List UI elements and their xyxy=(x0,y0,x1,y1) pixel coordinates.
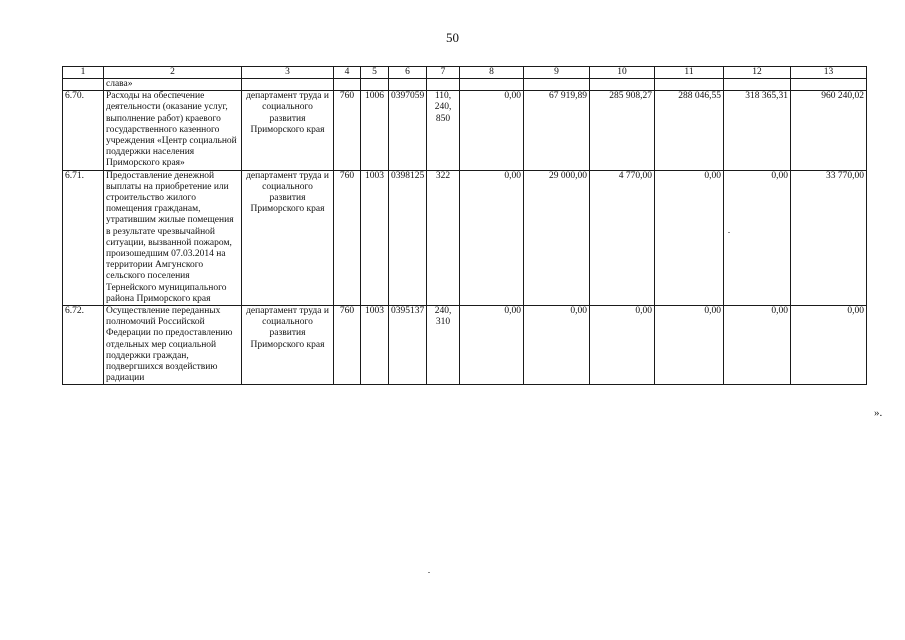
row-value: 0,00 xyxy=(524,306,590,385)
row-ministry-code: 760 xyxy=(334,170,361,305)
row-name: Расходы на обеспечение деятельности (оказание услуг, выполнение работ) краевого государственного казенного учреждения «Центр социальной поддержки населения Приморского края» xyxy=(104,91,242,170)
column-header: 7 xyxy=(427,67,460,79)
row-ministry-code: 760 xyxy=(334,306,361,385)
row-value: 67 919,89 xyxy=(524,91,590,170)
row-target-code: 0395137 xyxy=(389,306,427,385)
continuation-row xyxy=(63,79,867,91)
column-header: 9 xyxy=(524,67,590,79)
table-row xyxy=(63,306,867,385)
row-value: 318 365,31 xyxy=(724,91,791,170)
row-value: 0,00 xyxy=(655,306,724,385)
column-header: 10 xyxy=(590,67,655,79)
row-name: Предоставление денежной выплаты на приобретение или строительство жилого помещения гражданам, утратившим жилые помещения в результате чрезвычайной ситуации, вызванной пожаром, произошедшим 07.03.2014 на территории Амгунского сельского поселения Тернейского муниципального района Приморского края xyxy=(104,170,242,305)
row-expense-type: 110, 240, 850 xyxy=(427,91,460,170)
scan-speck xyxy=(428,572,430,573)
column-header: 8 xyxy=(460,67,524,79)
table-header-row xyxy=(63,67,867,79)
row-target-code: 0398125 xyxy=(389,170,427,305)
row-section-code: 1006 xyxy=(361,91,389,170)
row-section-code: 1003 xyxy=(361,170,389,305)
row-total: 0,00 xyxy=(791,306,867,385)
row-target-code: 0397059 xyxy=(389,91,427,170)
row-value: 4 770,00 xyxy=(590,170,655,305)
row-expense-type: 322 xyxy=(427,170,460,305)
row-value: 285 908,27 xyxy=(590,91,655,170)
row-value: 0,00 xyxy=(724,306,791,385)
budget-table xyxy=(62,66,867,385)
table-row xyxy=(63,91,867,170)
row-number: 6.70. xyxy=(63,91,104,170)
column-header: 3 xyxy=(242,67,334,79)
row-department: департамент труда и социального развития Приморского края xyxy=(242,170,334,305)
row-value: 0,00 xyxy=(460,91,524,170)
row-value: 0,00 xyxy=(460,306,524,385)
row-name: Осуществление переданных полномочий Российской Федерации по предоставлению отдельных мер социальной поддержки граждан, подвергшихся воздействию радиации xyxy=(104,306,242,385)
row-value: 288 046,55 xyxy=(655,91,724,170)
row-number: 6.72. xyxy=(63,306,104,385)
column-header: 1 xyxy=(63,67,104,79)
row-number: 6.71. xyxy=(63,170,104,305)
column-header: 2 xyxy=(104,67,242,79)
row-value: 0,00 xyxy=(655,170,724,305)
row-department: департамент труда и социального развития Приморского края xyxy=(242,91,334,170)
row-value: 0,00 xyxy=(724,170,791,305)
column-header: 6 xyxy=(389,67,427,79)
table-row xyxy=(63,170,867,305)
column-header: 11 xyxy=(655,67,724,79)
row-expense-type: 240, 310 xyxy=(427,306,460,385)
row-value: 29 000,00 xyxy=(524,170,590,305)
row-section-code: 1003 xyxy=(361,306,389,385)
row-total: 33 770,00 xyxy=(791,170,867,305)
column-header: 12 xyxy=(724,67,791,79)
page-number: 50 xyxy=(446,30,459,45)
scan-speck xyxy=(728,232,730,233)
closing-quote-mark: ». xyxy=(874,407,883,419)
continuation-text: слава» xyxy=(104,79,242,91)
row-value: 0,00 xyxy=(460,170,524,305)
row-total: 960 240,02 xyxy=(791,91,867,170)
column-header: 4 xyxy=(334,67,361,79)
row-department: департамент труда и социального развития Приморского края xyxy=(242,306,334,385)
row-ministry-code: 760 xyxy=(334,91,361,170)
column-header: 13 xyxy=(791,67,867,79)
column-header: 5 xyxy=(361,67,389,79)
row-value: 0,00 xyxy=(590,306,655,385)
